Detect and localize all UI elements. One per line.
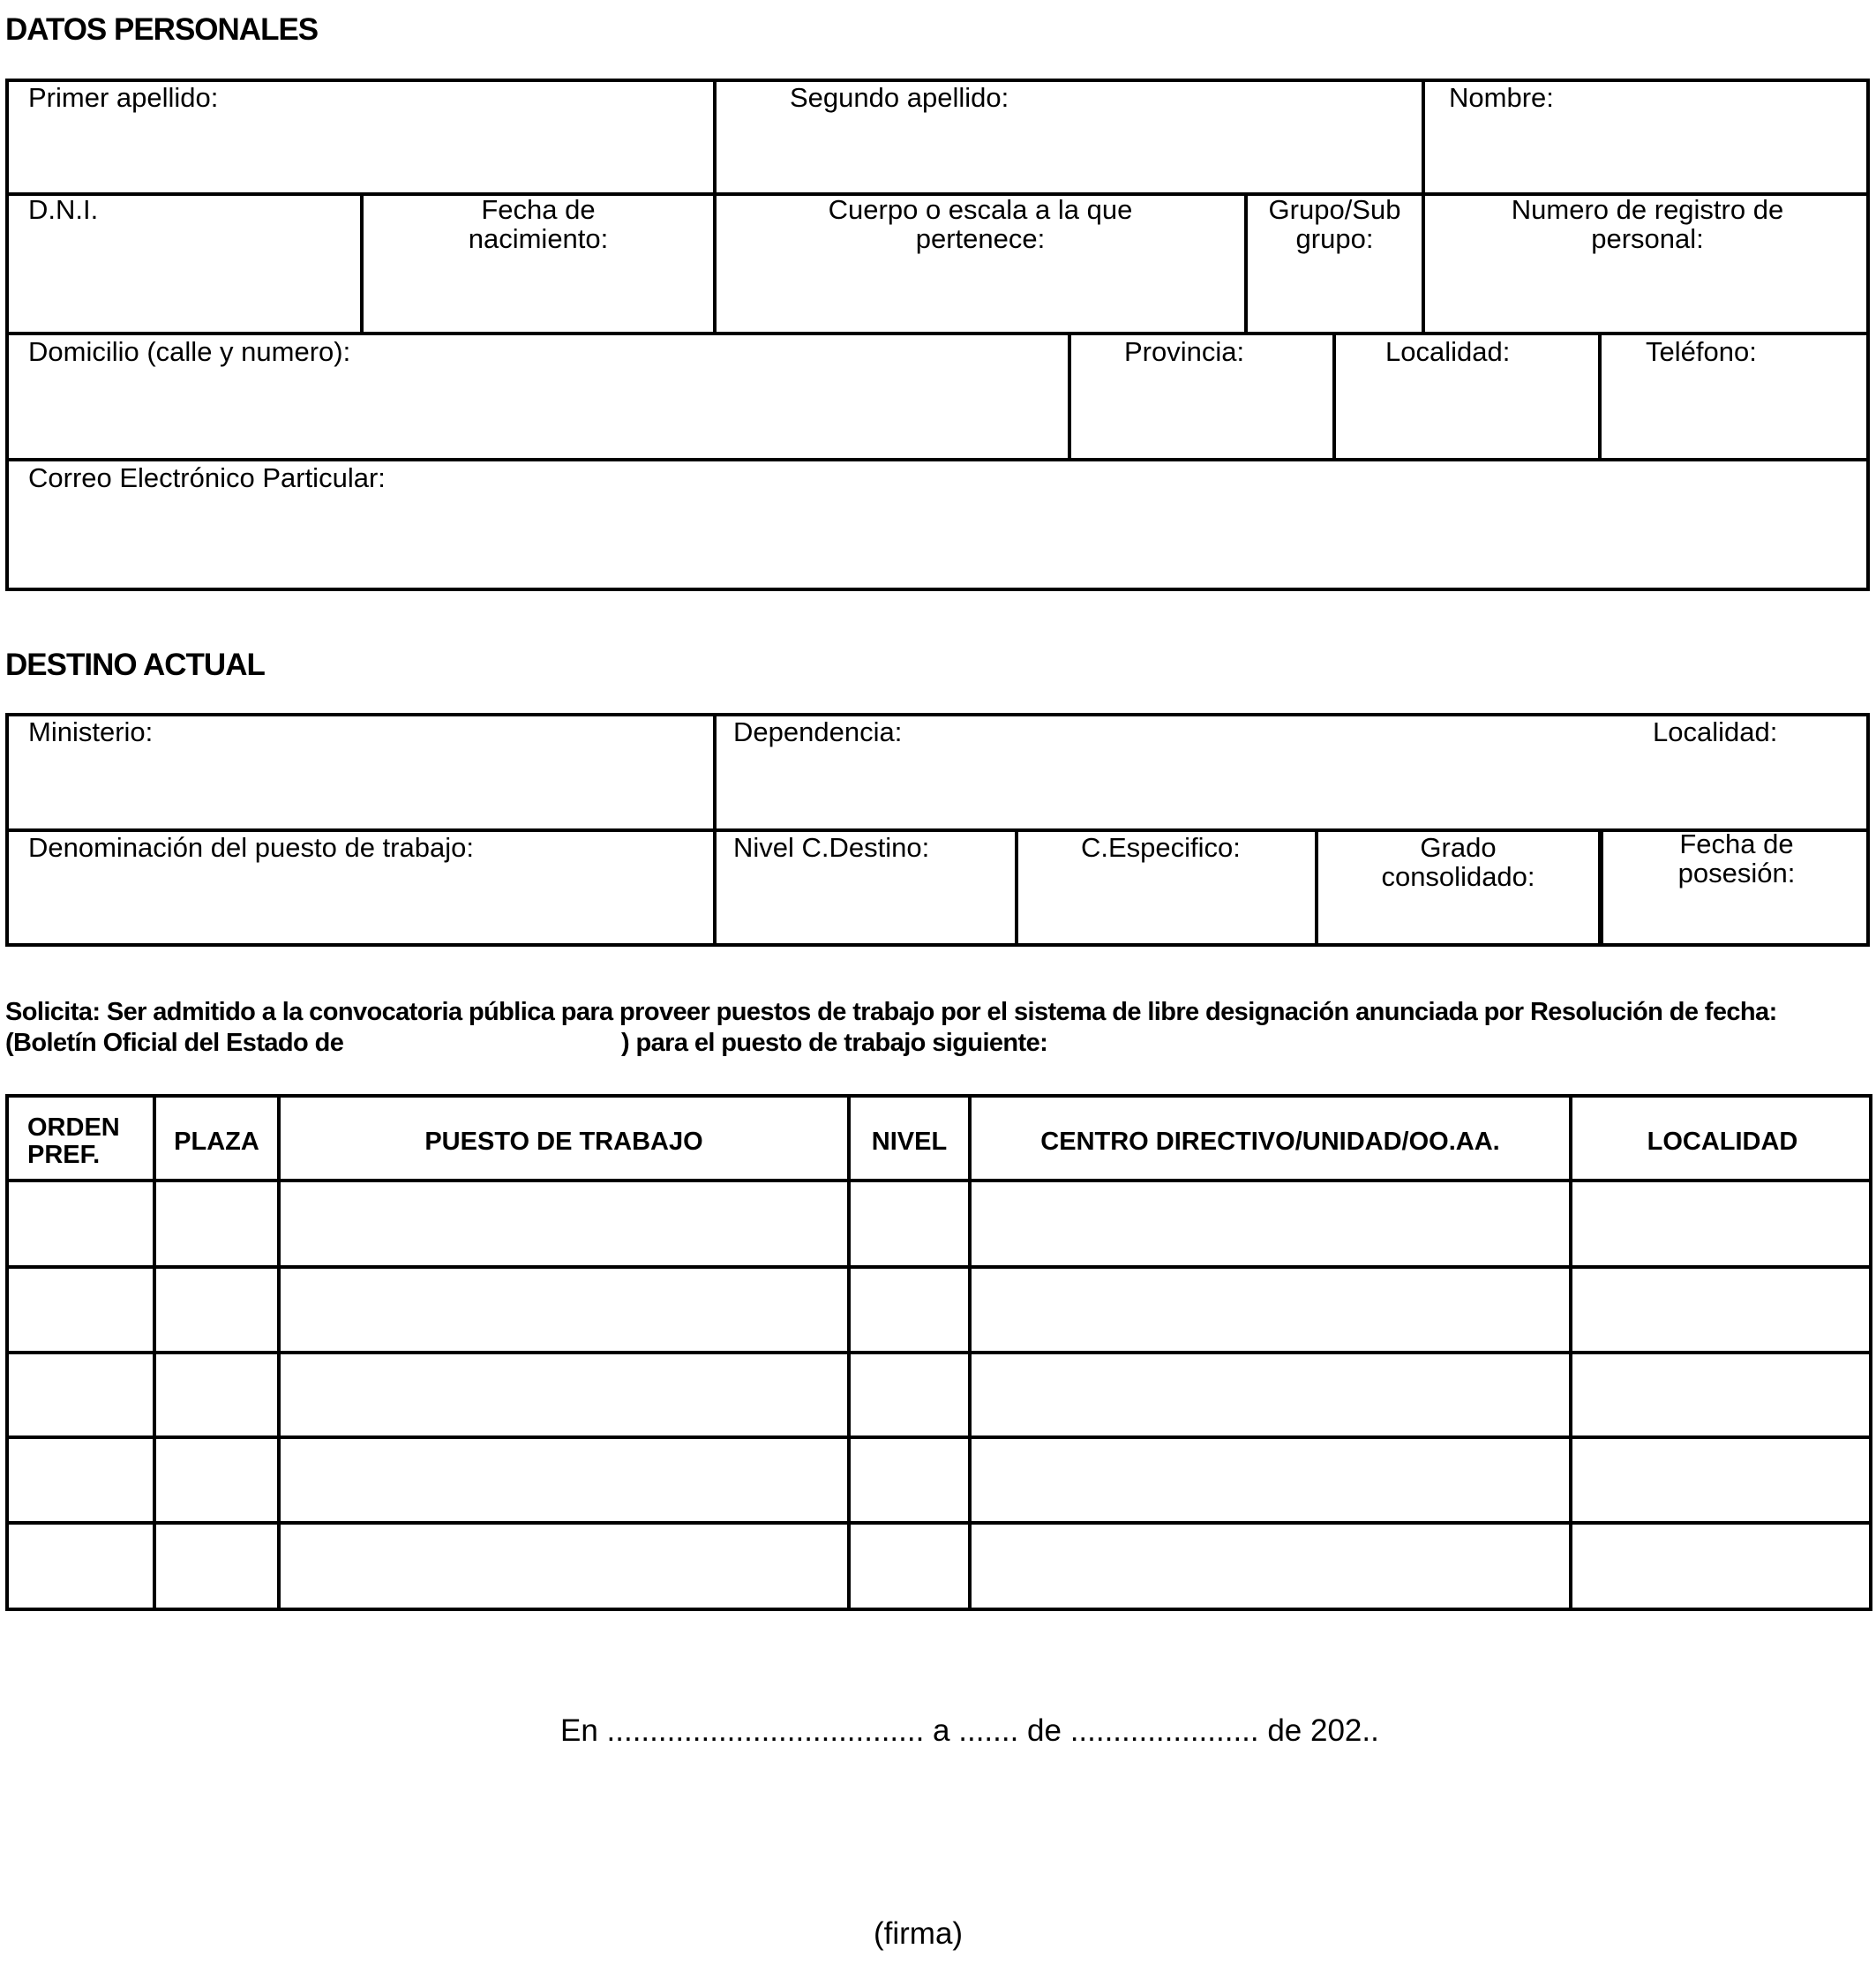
table-row[interactable] — [9, 1269, 1869, 1351]
grado-consolidado-field[interactable] — [1318, 833, 1598, 891]
solicita-line-2b: ) para el puesto de trabajo siguiente: — [621, 1029, 1048, 1057]
cuerpo-escala-field[interactable] — [717, 195, 1244, 253]
numero-registro-label-line2: personal: — [1591, 223, 1704, 254]
header-centro-directivo: CENTRO DIRECTIVO/UNIDAD/OO.AA. — [1040, 1128, 1500, 1156]
grupo-subgrupo-field[interactable] — [1248, 195, 1422, 253]
col-divider — [713, 713, 717, 947]
row-divider — [5, 332, 1870, 335]
provincia-field[interactable]: Provincia: — [1124, 336, 1245, 367]
solicita-line-1: Solicita: Ser admitido a la convocatoria pública para proveer puestos de trabajo por el sistema de libre designación anunciada por Resolución de fecha: — [5, 998, 1777, 1026]
localidad-field[interactable]: Localidad: — [1385, 336, 1511, 367]
domicilio-field[interactable]: Domicilio (calle y numero): — [28, 336, 351, 367]
table-row[interactable] — [9, 1354, 1869, 1436]
header-orden-pref — [27, 1114, 120, 1169]
row-divider — [5, 458, 1870, 461]
nivel-destino-field[interactable]: Nivel C.Destino: — [733, 832, 930, 863]
col-divider — [1422, 79, 1425, 194]
grado-label-line2: consolidado: — [1381, 861, 1535, 892]
nombre-field[interactable]: Nombre: — [1449, 82, 1554, 113]
destino-localidad-field[interactable]: Localidad: — [1653, 716, 1778, 747]
solicita-line-2a: (Boletín Oficial del Estado de — [5, 1029, 344, 1057]
fecha-nacimiento-label-line1: Fecha de — [481, 194, 596, 225]
fecha-posesion-field[interactable] — [1603, 829, 1870, 888]
fecha-posesion-label-line1: Fecha de — [1679, 828, 1794, 859]
fecha-posesion-label-line2: posesión: — [1677, 858, 1796, 888]
table-row[interactable] — [9, 1525, 1869, 1608]
telefono-field[interactable]: Teléfono: — [1646, 336, 1757, 367]
col-divider — [1598, 332, 1602, 460]
denominacion-puesto-field[interactable]: Denominación del puesto de trabajo: — [28, 832, 474, 863]
col-divider — [1332, 332, 1336, 460]
col-divider — [1068, 332, 1071, 460]
correo-electronico-field[interactable]: Correo Electrónico Particular: — [28, 462, 386, 493]
table-row[interactable] — [9, 1182, 1869, 1265]
segundo-apellido-field[interactable]: Segundo apellido: — [790, 82, 1009, 113]
grado-label-line1: Grado — [1420, 832, 1497, 863]
place-date-line[interactable]: En ..................................... a ....... de ...................... de 202.. — [560, 1713, 1379, 1748]
grupo-subgrupo-label-line1: Grupo/Sub — [1268, 194, 1401, 225]
col-divider — [713, 79, 717, 194]
header-nivel: NIVEL — [871, 1128, 948, 1156]
section-title-datos-personales: DATOS PERSONALES — [5, 12, 319, 47]
header-puesto-trabajo: PUESTO DE TRABAJO — [424, 1128, 703, 1156]
grupo-subgrupo-label-line2: grupo: — [1295, 223, 1374, 254]
primer-apellido-field[interactable]: Primer apellido: — [28, 82, 219, 113]
header-plaza: PLAZA — [174, 1128, 259, 1156]
cuerpo-escala-label-line1: Cuerpo o escala a la que — [828, 194, 1133, 225]
header-localidad: LOCALIDAD — [1647, 1128, 1798, 1156]
header-orden-line1: ORDEN — [27, 1113, 120, 1142]
numero-registro-label-line1: Numero de registro de — [1511, 194, 1784, 225]
dependencia-field[interactable]: Dependencia: — [733, 716, 903, 747]
firma-label: (firma) — [874, 1916, 964, 1951]
header-orden-line2: PREF. — [27, 1141, 101, 1169]
col-divider — [1015, 828, 1018, 947]
table-row[interactable] — [9, 1439, 1869, 1521]
dni-field[interactable]: D.N.I. — [28, 194, 99, 225]
section-title-destino-actual: DESTINO ACTUAL — [5, 648, 265, 682]
numero-registro-field[interactable] — [1425, 195, 1870, 253]
cuerpo-escala-label-line2: pertenece: — [915, 223, 1046, 254]
fecha-nacimiento-label-line2: nacimiento: — [468, 223, 609, 254]
fecha-nacimiento-field[interactable] — [364, 195, 713, 253]
especifico-field[interactable]: C.Especifico: — [1081, 832, 1241, 863]
ministerio-field[interactable]: Ministerio: — [28, 716, 154, 747]
